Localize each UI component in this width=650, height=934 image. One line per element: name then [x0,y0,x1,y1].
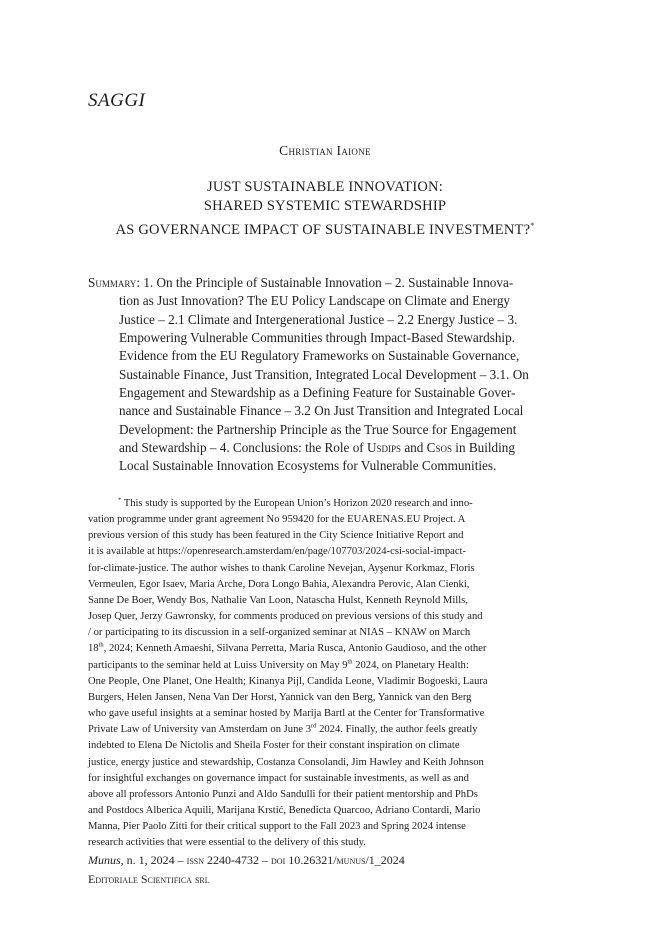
footnote-text: participants to the seminar held at Luiss University on May 9 [88,659,348,671]
footnote-text: This study is supported by the European Union’s Horizon 2020 research and inno- [123,498,473,509]
footnote-line: research activities that were essential to the delivery of this study. [88,837,366,849]
summary-line: Evidence from the EU Regulatory Frameworks on Sustainable Governance, [119,348,520,364]
footnote-line: Sanne De Boer, Wendy Bos, Nathalie Van Loon, Natascha Hulst, Kenneth Reynold Mills, [88,594,468,606]
footnote-text: Private Law of University van Amsterdam on June 3 [88,724,312,736]
title-line-2: SHARED SYSTEMIC STEWARDSHIP [203,198,447,214]
footnote-text: , 2024; Kenneth Amaeshi, Silvana Perretta, Maria Rusca, Antonio Gaudioso, and the other [103,643,487,655]
summary-block [88,274,553,476]
footnote-line [88,722,553,738]
footnote-line: for insightful exchanges on governance impact for sustainable investments, as well as and [88,772,469,784]
summary-text: 1. On the Principle of Sustainable Innovation – 2. Sustainable Innova- [143,275,514,290]
footnote-line: above all professors Antonio Punzi and Aldo Sandulli for their patient mentorship and PhDs [88,788,478,800]
summary-acronym: Usdips [366,440,402,456]
footnote-line: indebted to Elena De Nictolis and Sheila Foster for their constant inspiration on climate [88,740,460,752]
footnote-line: who gave useful insights at a seminar hosted by Marija Bartl at the Center for Transformative [88,708,485,720]
footnote-line: vation programme under grant agreement No 959420 for the EUARENAS.EU Project. A [88,514,466,526]
summary-line: Local Sustainable Innovation Ecosystems for Vulnerable Communities. [119,458,497,474]
summary-line: Development: the Partnership Principle as the True Source for Engagement [119,421,517,437]
footnote-line: One People, One Planet, One Health; Kinanya Pijl, Candida Leone, Vladimir Bogoeski, Laura [88,675,488,687]
summary-text: and [401,440,427,456]
journal-issn-doi: issn 2240-4732 – doi 10.26321/munus/1_2024 [186,853,405,867]
summary-line [88,274,553,292]
summary-line: Justice – 2.1 Climate and Intergenerational Justice – 2.2 Energy Justice – 3. [119,311,518,327]
author-name: Christian Iaione [279,143,371,158]
footnote-line: justice, energy justice and stewardship, Costanza Consolandi, Jim Hawley and Keith Johnson [88,756,484,768]
footnote-line [88,641,553,657]
title-line-1: JUST SUSTAINABLE INNOVATION: [207,179,443,195]
journal-name: Munus [88,853,121,867]
summary-acronym: Csos [426,440,452,456]
footnote-block [88,496,553,851]
summary-text: in Building [451,440,515,456]
ordinal-suffix: rd [311,722,317,730]
title-footnote-marker: * [530,221,535,230]
ordinal-suffix: th [347,658,353,666]
title-line-3 [60,216,590,240]
journal-info [88,851,405,889]
summary-line: Engagement and Stewardship as a Defining Feature for Sustainable Gover- [119,385,516,401]
journal-issue: , n. 1, 2024 – [120,853,187,867]
footnote-line: it is available at https://openresearch.amsterdam/en/page/107703/2024-csi-social-impact- [88,546,467,558]
footnote-text: 18 [88,643,99,655]
summary-line: Sustainable Finance, Just Transition, Integrated Local Development – 3.1. On [119,366,529,382]
footnote-text: 2024. Finally, the author feels greatly [316,724,478,736]
footnote-line: and Postdocs Alberica Aquili, Marijana Krstić, Benedicta Quarcoo, Adriano Contardi, Mario [88,804,481,816]
summary-text: and Stewardship – 4. Conclusions: the Role of [119,440,367,456]
title-line-3-text: AS GOVERNANCE IMPACT OF SUSTAINABLE INVESTMENT? [115,221,531,238]
summary-line: tion as Just Innovation? The EU Policy Landscape on Climate and Energy [119,293,511,309]
footnote-line [88,496,553,512]
footnote-line: Burgers, Helen Jansen, Nena Van Der Horst, Yannick van den Berg, Yannick van den Berg [88,691,472,703]
footnote-line: Josep Quer, Jerzy Gawronsky, for comments produced on previous versions of this study and [88,611,483,623]
summary-line [88,439,553,457]
summary-line: nance and Sustainable Finance – 3.2 On Just Transition and Integrated Local [119,403,524,419]
summary-label: Summary: [88,275,141,290]
footnote-line [88,658,553,674]
footnote-line: / or participating to its discussion in a self-organized seminar at NIAS – KNAW on March [88,627,471,639]
publisher-name: Editoriale Scientifica srl [88,872,210,886]
summary-line: Empowering Vulnerable Communities through Impact-Based Stewardship. [119,330,515,346]
journal-citation [88,851,405,870]
footnote-marker: * [118,496,122,504]
footnote-line: Vermeulen, Egor Isaev, Maria Arche, Dora Longo Bahia, Alexandra Perovic, Alan Cienki, [88,578,470,590]
footnote-text: 2024, on Planetary Health: [352,659,469,671]
footnote-line: for-climate-justice. The author wishes to thank Caroline Nevejan, Ayşenur Korkmaz, Floris [88,562,475,574]
section-label: SAGGI [88,90,146,111]
ordinal-suffix: th [98,641,104,649]
footnote-line: previous version of this study has been featured in the City Science Initiative Report and [88,530,464,542]
article-title [60,178,590,240]
footnote-line: Manna, Pier Paolo Zitti for their critical support to the Fall 2023 and Spring 2024 intense [88,821,466,833]
